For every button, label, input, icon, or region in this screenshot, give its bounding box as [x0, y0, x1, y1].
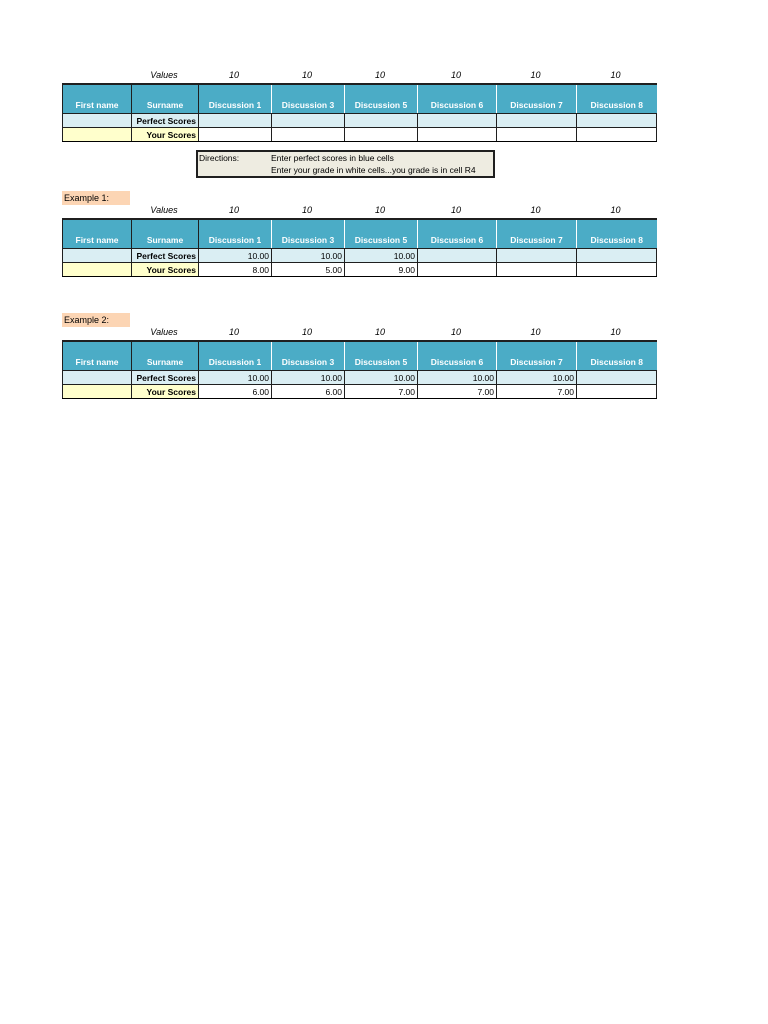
cell[interactable]	[63, 385, 132, 399]
your-score-cell[interactable]: 6.00	[272, 385, 345, 399]
value-cell: 10	[450, 70, 461, 80]
score-table-example-2	[62, 340, 657, 399]
header-discussion: Discussion 6	[418, 219, 497, 249]
perfect-score-cell[interactable]	[497, 114, 577, 128]
value-cell: 10	[374, 205, 385, 215]
header-discussion: Discussion 3	[272, 341, 345, 371]
header-discussion: Discussion 8	[577, 84, 657, 114]
values-label: Values	[150, 205, 178, 215]
score-table-template	[62, 83, 657, 142]
value-cell: 10	[374, 327, 385, 337]
header-first-name: First name	[63, 84, 132, 114]
perfect-score-cell[interactable]	[345, 114, 418, 128]
header-discussion: Discussion 6	[418, 341, 497, 371]
value-cell: 10	[530, 205, 541, 215]
directions-box	[196, 150, 495, 178]
your-score-cell[interactable]: 9.00	[345, 263, 418, 277]
your-score-cell[interactable]: 5.00	[272, 263, 345, 277]
perfect-score-cell[interactable]	[497, 249, 577, 263]
perfect-score-cell[interactable]: 10.00	[199, 371, 272, 385]
your-score-cell[interactable]: 7.00	[418, 385, 497, 399]
value-cell: 10	[301, 70, 312, 80]
value-cell: 10	[374, 70, 385, 80]
perfect-score-cell[interactable]: 10.00	[418, 371, 497, 385]
your-score-cell[interactable]	[272, 128, 345, 142]
row-label-yours: Your Scores	[132, 128, 199, 142]
your-score-cell[interactable]	[497, 263, 577, 277]
perfect-score-cell[interactable]	[272, 114, 345, 128]
header-discussion: Discussion 5	[345, 341, 418, 371]
directions-label: Directions:	[199, 153, 240, 163]
score-table-example-1	[62, 218, 657, 277]
header-row	[63, 219, 657, 249]
your-scores-row	[63, 263, 657, 277]
values-row-3	[0, 327, 768, 339]
row-label-yours: Your Scores	[132, 263, 199, 277]
values-label: Values	[150, 70, 178, 80]
header-discussion: Discussion 1	[199, 219, 272, 249]
header-row	[63, 341, 657, 371]
perfect-score-cell[interactable]	[577, 371, 657, 385]
perfect-scores-row	[63, 249, 657, 263]
value-cell: 10	[301, 327, 312, 337]
header-first-name: First name	[63, 341, 132, 371]
cell[interactable]	[63, 371, 132, 385]
perfect-score-cell[interactable]	[199, 114, 272, 128]
header-discussion: Discussion 5	[345, 219, 418, 249]
your-score-cell[interactable]	[345, 128, 418, 142]
header-discussion: Discussion 1	[199, 84, 272, 114]
cell[interactable]	[63, 263, 132, 277]
header-discussion: Discussion 8	[577, 341, 657, 371]
perfect-scores-row	[63, 114, 657, 128]
value-cell: 10	[450, 205, 461, 215]
perfect-score-cell[interactable]: 10.00	[345, 249, 418, 263]
value-cell: 10	[228, 327, 239, 337]
perfect-score-cell[interactable]	[577, 114, 657, 128]
value-cell: 10	[228, 70, 239, 80]
header-discussion: Discussion 1	[199, 341, 272, 371]
value-cell: 10	[610, 70, 621, 80]
value-cell: 10	[450, 327, 461, 337]
perfect-score-cell[interactable]	[418, 114, 497, 128]
header-discussion: Discussion 7	[497, 84, 577, 114]
your-score-cell[interactable]	[577, 128, 657, 142]
row-label-perfect: Perfect Scores	[132, 371, 199, 385]
header-discussion: Discussion 7	[497, 341, 577, 371]
your-score-cell[interactable]	[418, 128, 497, 142]
example-2-label: Example 2:	[62, 313, 130, 327]
your-score-cell[interactable]: 7.00	[345, 385, 418, 399]
your-score-cell[interactable]	[418, 263, 497, 277]
header-discussion: Discussion 7	[497, 219, 577, 249]
row-label-perfect: Perfect Scores	[132, 249, 199, 263]
your-scores-row	[63, 128, 657, 142]
value-cell: 10	[610, 205, 621, 215]
header-discussion: Discussion 5	[345, 84, 418, 114]
perfect-score-cell[interactable]: 10.00	[497, 371, 577, 385]
perfect-score-cell[interactable]	[577, 249, 657, 263]
header-discussion: Discussion 3	[272, 219, 345, 249]
your-score-cell[interactable]: 6.00	[199, 385, 272, 399]
row-label-perfect: Perfect Scores	[132, 114, 199, 128]
perfect-scores-row	[63, 371, 657, 385]
perfect-score-cell[interactable]: 10.00	[272, 249, 345, 263]
header-discussion: Discussion 3	[272, 84, 345, 114]
cell[interactable]	[63, 249, 132, 263]
your-score-cell[interactable]: 8.00	[199, 263, 272, 277]
header-discussion: Discussion 8	[577, 219, 657, 249]
values-row-2	[0, 205, 768, 217]
header-first-name: First name	[63, 219, 132, 249]
header-row	[63, 84, 657, 114]
your-score-cell[interactable]	[199, 128, 272, 142]
header-discussion: Discussion 6	[418, 84, 497, 114]
header-surname: Surname	[132, 84, 199, 114]
perfect-score-cell[interactable]: 10.00	[199, 249, 272, 263]
perfect-score-cell[interactable]: 10.00	[272, 371, 345, 385]
value-cell: 10	[530, 327, 541, 337]
perfect-score-cell[interactable]	[418, 249, 497, 263]
value-cell: 10	[228, 205, 239, 215]
header-surname: Surname	[132, 341, 199, 371]
values-label: Values	[150, 327, 178, 337]
your-score-cell[interactable]	[497, 128, 577, 142]
your-score-cell[interactable]	[577, 385, 657, 399]
your-scores-row	[63, 385, 657, 399]
value-cell: 10	[610, 327, 621, 337]
header-surname: Surname	[132, 219, 199, 249]
directions-line-1: Enter perfect scores in blue cells	[271, 153, 394, 163]
values-row-1	[0, 70, 768, 82]
your-score-cell[interactable]: 7.00	[497, 385, 577, 399]
value-cell: 10	[301, 205, 312, 215]
example-1-label: Example 1:	[62, 191, 130, 205]
row-label-yours: Your Scores	[132, 385, 199, 399]
value-cell: 10	[530, 70, 541, 80]
directions-line-2: Enter your grade in white cells...you grade is in cell R4	[271, 165, 476, 175]
perfect-score-cell[interactable]: 10.00	[345, 371, 418, 385]
your-score-cell[interactable]	[577, 263, 657, 277]
cell[interactable]	[63, 114, 132, 128]
cell[interactable]	[63, 128, 132, 142]
